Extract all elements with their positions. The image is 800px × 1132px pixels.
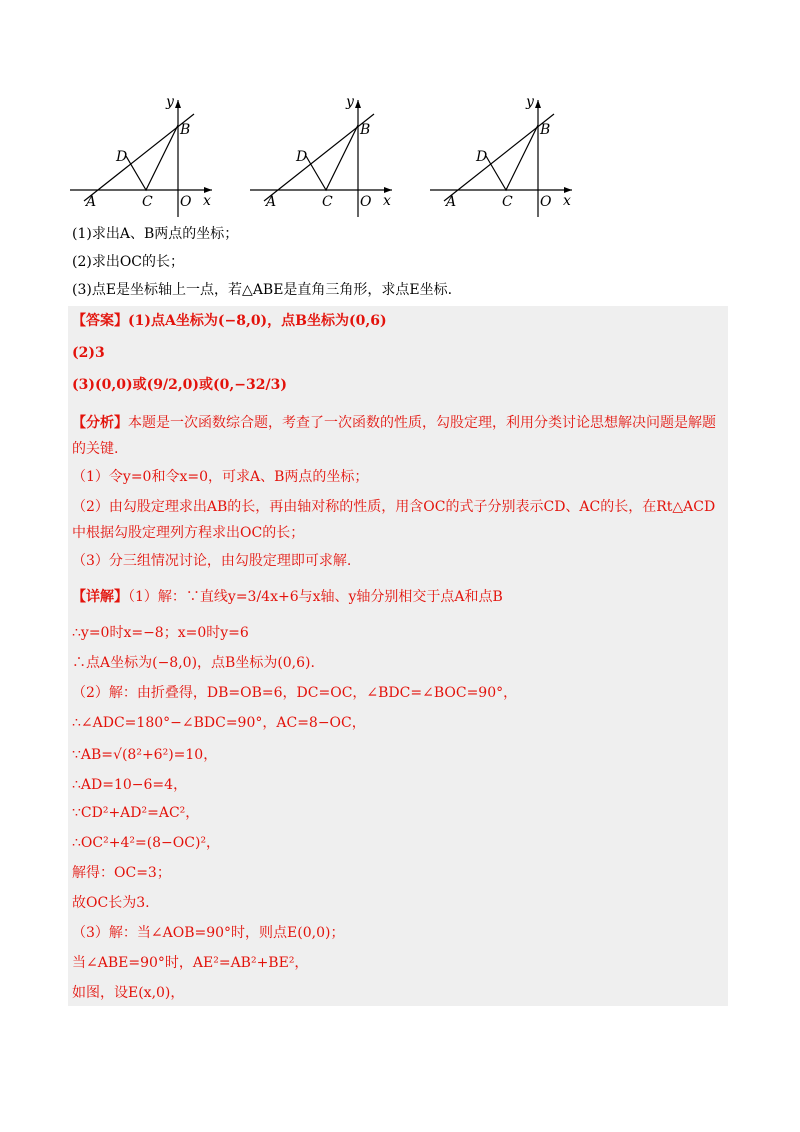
point-c-label: C: [142, 194, 153, 210]
solution-panel: [68, 306, 728, 1006]
point-a-label: A: [446, 194, 457, 210]
origin-label: O: [180, 194, 192, 210]
figure-row: [70, 92, 590, 220]
detail-line-6: ∵AB=√(8²+6²)=10，: [72, 747, 218, 763]
answer-1: (1)点A坐标为(−8,0)，点B坐标为(0,6): [128, 313, 387, 329]
detail-line-9: ∴OC²+4²=(8−OC)²，: [72, 835, 221, 851]
question-2: (2)求出OC的长；: [72, 254, 185, 270]
point-c-label: C: [502, 194, 513, 210]
analysis-step-1: （1）令y=0和令x=0，可求A、B两点的坐标；: [72, 469, 369, 485]
coordinate-figure-svg: [250, 92, 400, 220]
answer-tag: 【答案】: [72, 313, 128, 329]
y-axis-label: y: [166, 94, 174, 110]
coordinate-figure: [70, 92, 220, 224]
coordinate-figure-svg: [430, 92, 580, 220]
point-d-label: D: [476, 149, 488, 165]
detail-line-13: 当∠ABE=90°时，AE²=AB²+BE²，: [72, 955, 309, 971]
point-a-label: A: [86, 194, 97, 210]
analysis-paragraph: [72, 410, 722, 462]
detail-line-14: 如图，设E(x,0)，: [72, 985, 185, 1001]
coordinate-figure: [430, 92, 580, 224]
detail-line-2: ∴y=0时x=−8；x=0时y=6: [72, 625, 249, 641]
detail-line-3: ∴点A坐标为(−8,0)，点B坐标为(0,6).: [72, 655, 315, 671]
question-3: (3)点E是坐标轴上一点，若△ABE是直角三角形，求点E坐标.: [72, 282, 453, 298]
point-b-label: B: [540, 122, 551, 138]
y-axis-label: y: [346, 94, 354, 110]
answer-line-1: [72, 310, 387, 332]
point-c-label: C: [322, 194, 333, 210]
point-d-label: D: [116, 149, 128, 165]
analysis-step-2b: 中根据勾股定理列方程求出OC的长；: [72, 525, 305, 541]
origin-label: O: [540, 194, 552, 210]
detail-line-7: ∴AD=10−6=4，: [72, 777, 188, 793]
point-b-label: B: [180, 122, 191, 138]
detail-text-1: （1）解：∵直线y=3/4x+6与x轴、y轴分别相交于点A和点B: [128, 589, 503, 605]
detail-line-5: ∴∠ADC=180°−∠BDC=90°，AC=8−OC，: [72, 715, 366, 731]
detail-line-11: 故OC长为3.: [72, 895, 150, 911]
x-axis-label: x: [383, 193, 391, 209]
analysis-tag: 【分析】: [72, 415, 128, 431]
point-a-label: A: [266, 194, 277, 210]
analysis-text: 本题是一次函数综合题，考查了一次函数的性质，勾股定理，利用分类讨论思想解决问题是解题的关键.: [72, 415, 716, 457]
y-axis-label: y: [526, 94, 534, 110]
detail-line-4: （2）解：由折叠得，DB=OB=6，DC=OC，∠BDC=∠BOC=90°，: [72, 685, 518, 701]
coordinate-figure: [250, 92, 400, 224]
analysis-step-3: （3）分三组情况讨论，由勾股定理即可求解.: [72, 553, 352, 569]
point-b-label: B: [360, 122, 371, 138]
detail-line-1: [72, 586, 503, 608]
origin-label: O: [360, 194, 372, 210]
detail-line-10: 解得：OC=3；: [72, 865, 171, 881]
answer-3: (3)(0,0)或(9/2,0)或(0,−32/3): [72, 377, 287, 393]
analysis-step-2a: （2）由勾股定理求出AB的长，再由轴对称的性质，用含OC的式子分别表示CD、AC的长，在Rt△ACD: [72, 499, 716, 515]
detail-tag: 【详解】: [72, 589, 128, 605]
x-axis-label: x: [563, 193, 571, 209]
question-1: (1)求出A、B两点的坐标；: [72, 226, 239, 242]
coordinate-figure-svg: [70, 92, 220, 220]
x-axis-label: x: [203, 193, 211, 209]
detail-line-8: ∵CD²+AD²=AC²，: [72, 805, 200, 821]
point-d-label: D: [296, 149, 308, 165]
answer-2: (2)3: [72, 345, 105, 361]
detail-line-12: （3）解：当∠AOB=90°时，则点E(0,0)；: [72, 925, 345, 941]
